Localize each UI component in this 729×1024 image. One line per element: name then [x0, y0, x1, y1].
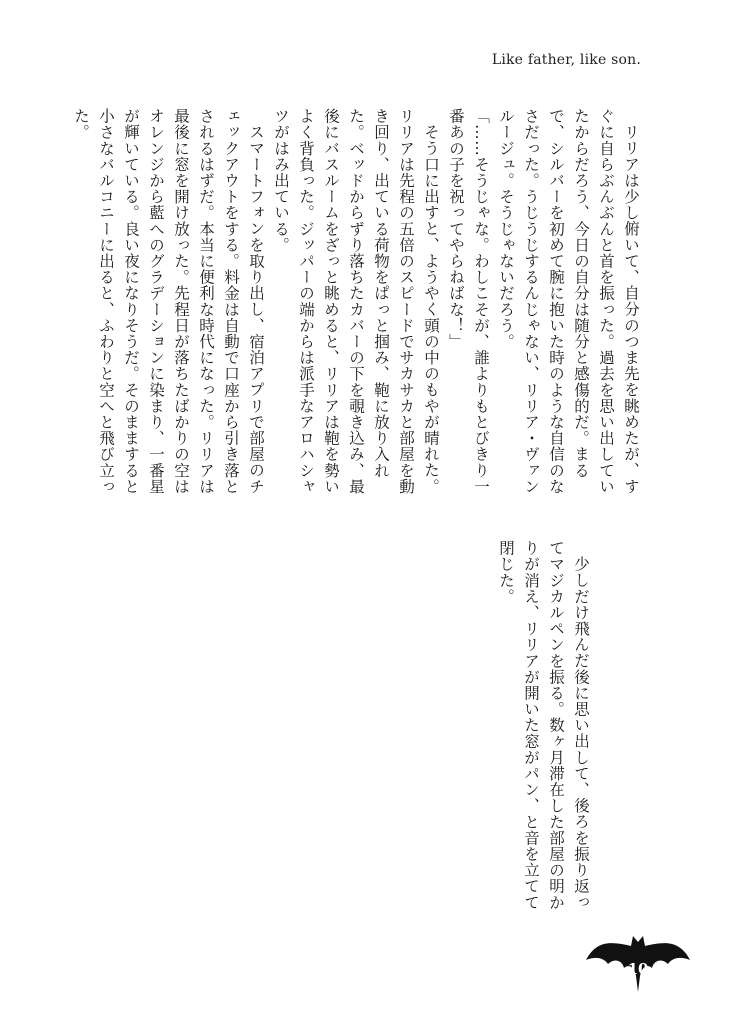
paragraph-1: リリアは少し俯いて、自分のつま先を眺めたが、すぐに自らぶんぶんと首を振った。過去を思い出していたからだろう、今日の自分は随分と感傷的だ。まるで、シルバーを初めて腕に抱いた時のような自信のなさだった。うじうじするんじゃない、リリア・ヴァンルージュ。そうじゃないだろう。 — [497, 108, 640, 495]
paragraph-dialogue: 「……そうじゃな。わしこそが、誰よりもとびきり一番あの子を祝ってやらねばな！」 — [447, 108, 490, 495]
paragraph-2: そう口に出すと、ようやく頭の中のもやが晴れた。リリアは先程の五倍のスピードでサカサカと部屋を動き回り、出ている荷物をぱっと掴み、鞄に放り入れた。ベッドからずり落ちたカバーの下を覗き込み、最後にバスルームをざっと眺めると、リリアは鞄を勢いよく背負った。ジッパーの端からは派手なアロハシャツがはみ出ている。 — [272, 108, 440, 495]
text-column-upper — [72, 108, 643, 500]
paragraph-4: 少しだけ飛んだ後に思い出して、後ろを振り返ってマジカルペンを振る。数ヶ月滞在した部屋の明かりが消え、リリアが開いた窓がパン、と音を立てて閉じた。 — [497, 540, 590, 911]
bat-icon — [586, 934, 690, 996]
running-title: Like father, like son. — [491, 52, 641, 68]
paragraph-3: スマートフォンを取り出し、宿泊アプリで部屋のチェックアウトをする。料金は自動で口座から引き落とされるはずだ。本当に便利な時代になった。リリアは最後に窓を開け放った。先程日が落ちたばかりの空はオレンジから藍へのグラデーションに染まり、一番星が輝いている。良い夜になりそうだ。そのまますると小さなバルコニーに出ると、ふわりと空へと飛び立った。 — [72, 108, 265, 495]
text-column-lower — [443, 540, 593, 920]
page-number: 10 — [627, 960, 649, 978]
